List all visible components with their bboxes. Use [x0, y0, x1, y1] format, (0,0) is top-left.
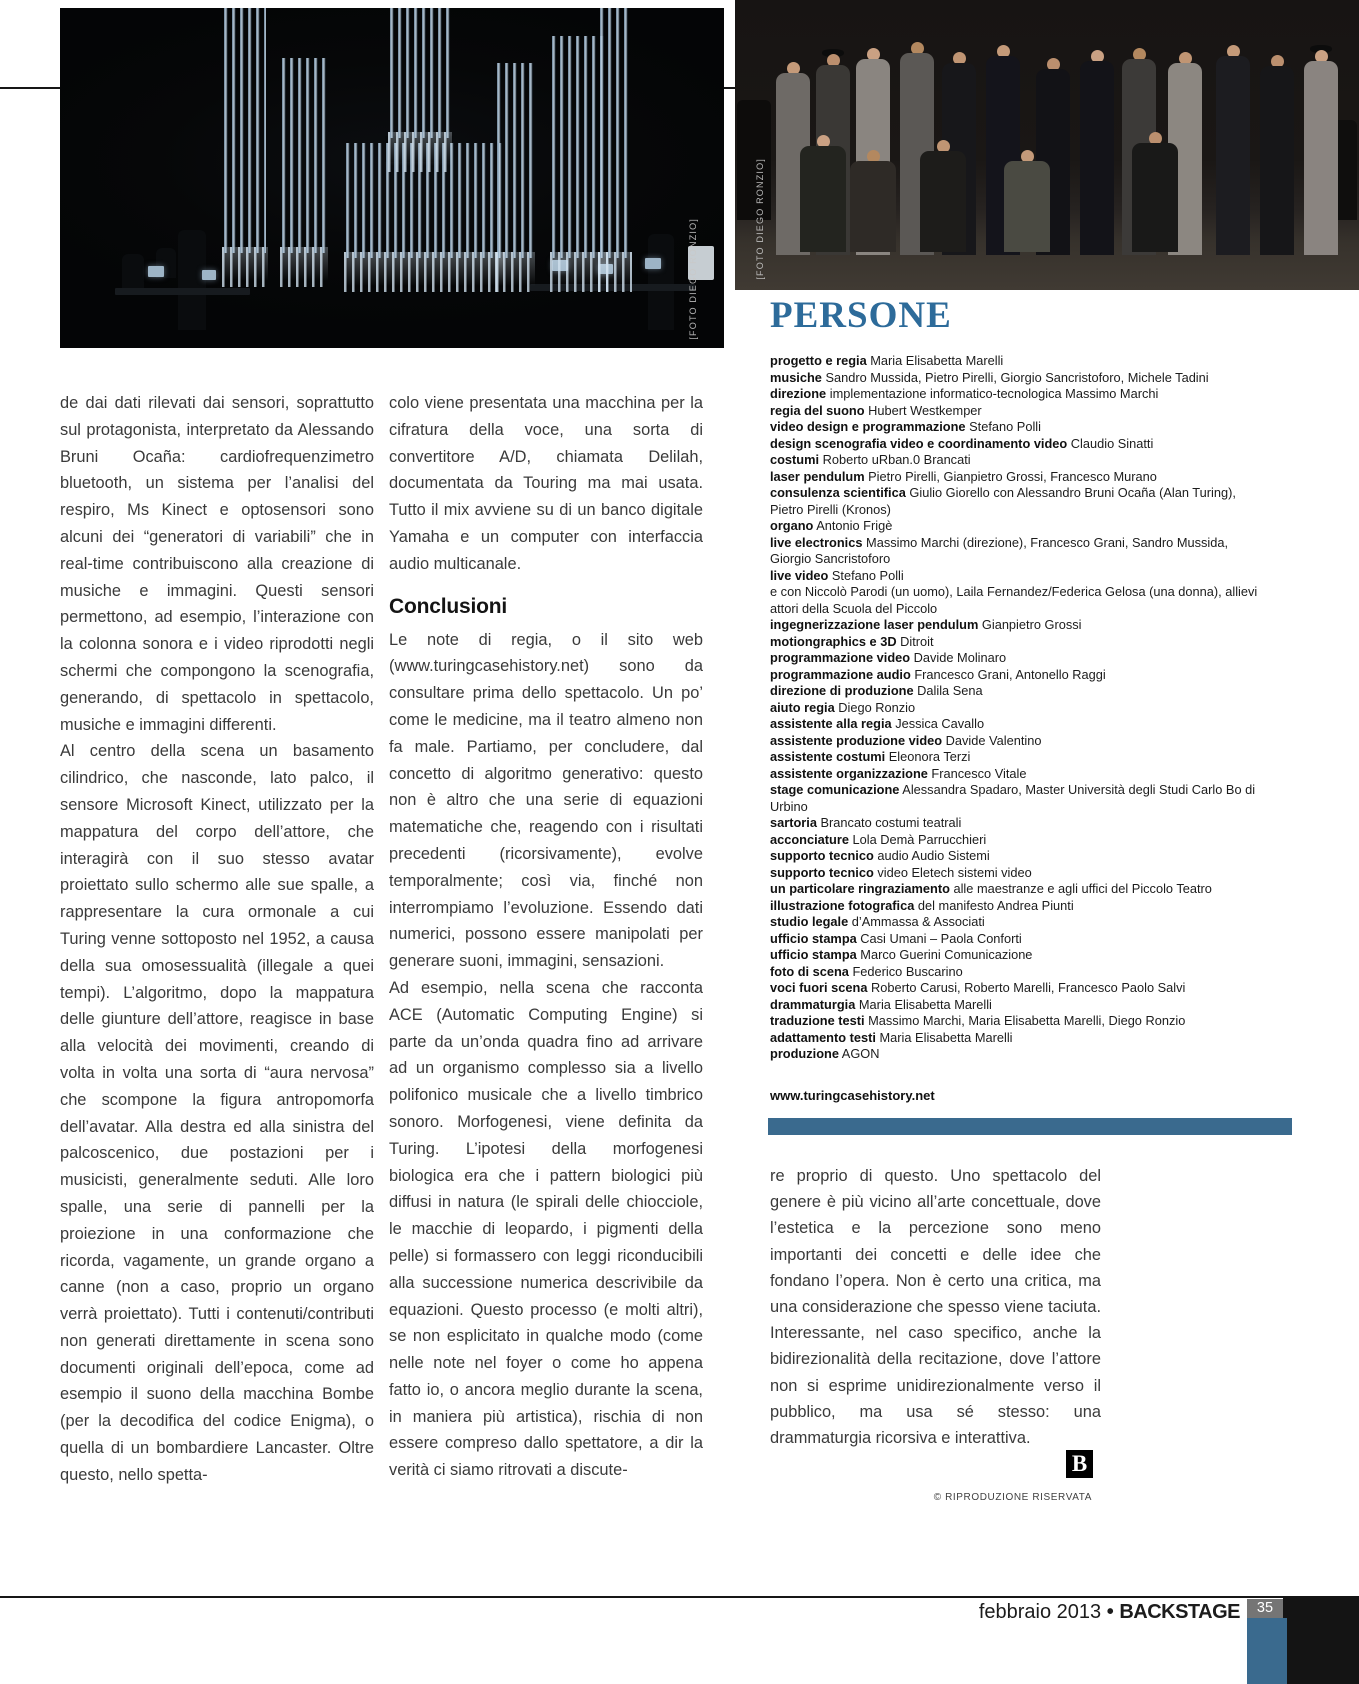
credit-line: design scenografia video e coordinamento video Claudio Sinatti — [770, 435, 1154, 451]
credit-line: musiche Sandro Mussida, Pietro Pirelli, Giorgio Sancristoforo, Michele Tadini — [770, 369, 1209, 385]
credit-line: produzione AGON — [770, 1046, 880, 1061]
paragraph: colo viene presentata una macchina per la cifratura della voce, una sorta di convertitore A/D, chiamata Delilah, documentata da Touring ma mai usata. Tutto il mix avviene su di un banco digitale Yamaha e un computer con interfaccia audio multicanale. — [389, 394, 703, 573]
paragraph: Le note di regia, o il sito web (www.turingcasehistory.net) sono da consultare prima dello spettacolo. Un po’ come le medicine, ma il teatro almeno non fa male. Partiamo, per concludere, dal concetto di algoritmo generativo: questo non è altro che una serie di equazioni matematiche che, reagendo con i risultati precedenti (ricorsivamente), evolve temporalmente; così via, finché non interrompiamo l’evoluzione. Essendo dati numerici, possono essere manipolati per generare suoni, immagini, sensazioni. — [389, 630, 703, 971]
credit-line: supporto tecnico audio Audio Sistemi — [770, 848, 990, 863]
footer-text — [880, 1601, 1240, 1624]
photo-art — [388, 132, 452, 172]
photo-art — [737, 100, 771, 220]
credit-line: assistente alla regia Jessica Cavallo — [770, 716, 985, 731]
credit-line: laser pendulum Pietro Pirelli, Gianpietro Grossi, Francesco Murano — [770, 468, 1157, 484]
photo-art — [800, 146, 846, 252]
photo-art — [920, 151, 966, 252]
credit-line: voci fuori scena Roberto Carusi, Roberto Marelli, Francesco Paolo Salvi — [770, 980, 1186, 995]
credit-line: acconciature Lola Demà Parrucchieri — [770, 831, 987, 847]
credit-line: traduzione testi Massimo Marchi, Maria Elisabetta Marelli, Diego Ronzio — [770, 1013, 1186, 1028]
credit-line: stage comunicazione Alessandra Spadaro, Master Università degli Studi Carlo Bo di Urbino — [770, 782, 1256, 814]
credit-line: ingegnerizzazione laser pendulum Gianpietro Grossi — [770, 617, 1082, 632]
photo-art — [122, 254, 144, 288]
credit-line: e con Niccolò Parodi (un uomo), Laila Fernandez/Federica Gelosa (una donna), allievi attori della Scuola del Piccolo — [770, 584, 1258, 616]
photo-art — [1080, 61, 1114, 255]
credit-line: direzione di produzione Dalila Sena — [770, 683, 983, 698]
article-column-1 — [60, 390, 374, 1489]
photo-art — [344, 252, 504, 292]
footer-magazine-name: BACKSTAGE — [1119, 1601, 1240, 1623]
persone-heading: PERSONE — [770, 295, 952, 336]
credit-line: motiongraphics e 3D Ditroit — [770, 633, 934, 649]
copyright-notice: © RIPRODUZIONE RISERVATA — [933, 1492, 1092, 1503]
photo-art — [202, 270, 216, 280]
credit-line: live video Stefano Polli — [770, 567, 904, 583]
footer-black-band — [1283, 1596, 1359, 1684]
footer-issue: febbraio 2013 — [978, 1601, 1102, 1623]
photo-art — [648, 234, 674, 330]
backstage-logo-mark: B — [1066, 1450, 1093, 1478]
photo-credit: [FOTO DIEGO RONZIO] — [755, 158, 765, 280]
cast-group-photo — [735, 0, 1359, 290]
paragraph: Al centro della scena un basamento cilindrico, che nasconde, lato palco, il sensore Microsoft Kinect, utilizzato per la mappatura del corpo dell’attore, che interagirà con il suo stesso avatar proiettato sullo schermo alle sue spalle, a rappresentare la cura ormonale a cui Turing venne sottoposto nel 1952, a causa della sua omosessualità (illegale a quei tempi). L’algoritmo, dopo la mappatura delle giunture dell’attore, reagisce in base alla velocità dei movimenti, creando di volta in volta una sorta di “aura nervosa” che scompone la figura antropomorfa dell’avatar. Alla destra ed alla sinistra del palcoscenico, due postazioni per i musicisti, generalmente seduti. Alle loro spalle, una serie di pannelli per la proiezione in una conformazione che ricorda, vagamente, un grande organo a canne (non a caso, proprio un organo verrà proiettato). Tutti i contenuti/contributi non generati direttamente in scena sono documenti originali dell’epoca, come ad esempio il suono della macchina Bombe (per la decodifica del codice Enigma), o quella di un bombardiere Lancaster. Oltre questo, nello spetta- — [60, 742, 374, 1484]
credit-line: ufficio stampa Marco Guerini Comunicazione — [770, 947, 1033, 962]
credit-line: drammaturgia Maria Elisabetta Marelli — [770, 996, 992, 1012]
credit-line: foto di scena Federico Buscarino — [770, 963, 963, 979]
credit-line: regia del suono Hubert Westkemper — [770, 402, 982, 418]
footer-bullet: • — [1106, 1601, 1114, 1623]
website-url: www.turingcasehistory.net — [770, 1088, 935, 1103]
credit-line: ufficio stampa Casi Umani – Paola Conforti — [770, 930, 1022, 946]
paragraph: de dai dati rilevati dai sensori, soprattutto sul protagonista, interpretato da Alessando Bruni Ocaña: cardiofrequenzimetro bluetooth, un sistema per l’analisi del respiro, Ms Kinect e optosensori sono alcuni dei “generatori di variabili” che in real-time contribuiscono alla creazione di musiche e immagini. Questi sensori permettono, ad esempio, l’interazione con la colonna sonora e i video riprodotti negli schermi che compongono la scenografia, generando, di spettacolo in spettacolo, musiche e immagini differenti. — [60, 394, 374, 734]
credit-line: progetto e regia Maria Elisabetta Marelli — [770, 353, 1004, 368]
credit-line: sartoria Brancato costumi teatrali — [770, 815, 962, 830]
credit-line: aiuto regia Diego Ronzio — [770, 699, 916, 715]
stage-organ-photo — [60, 8, 724, 348]
credit-line: video design e programmazione Stefano Polli — [770, 419, 1041, 434]
credit-line: studio legale d’Ammassa & Associati — [770, 914, 985, 929]
blue-separator-bar — [768, 1118, 1292, 1135]
credit-line: assistente costumi Eleonora Terzi — [770, 749, 971, 764]
photo-art — [1216, 56, 1250, 255]
paragraph: Ad esempio, nella scena che racconta ACE (Automatic Computing Engine) si parte da un’onda quadra fino ad arrivare ad un organismo complesso sia a livello polifonico musicale che a livello timbrico sonoro. Morfogenesi, viene definita da Turing. L’ipotesi della morfogenesi biologica era che i pattern biologici più diffusi in natura (le spirali delle chiocciole, le macchie di leopardo, i pigmenti della pelle) si formassero con leggi riconducibili alla successione numerica descrivibile da equazioni. Questo processo (e molti altri), se non esplicitato in qualche modo (come nelle note nel foyer o come ho appena fatto io, o ancora meglio durante la scena, in maniera più artistica), rischia di non essere compreso dallo spettatore, a dir la verità ci siamo ritrovati a discute- — [389, 978, 703, 1480]
footer-blue-tab — [1247, 1618, 1287, 1684]
credit-line: assistente organizzazione Francesco Vitale — [770, 765, 1027, 781]
credit-line: costumi Roberto uRban.0 Brancati — [770, 452, 971, 467]
article-column-3 — [770, 1163, 1101, 1451]
photo-art — [115, 288, 250, 295]
photo-art — [552, 36, 606, 258]
photo-art — [550, 252, 608, 292]
credit-line: illustrazione fotografica del manifesto Andrea Piunti — [770, 897, 1074, 913]
credit-line: organo Antonio Frigè — [770, 518, 893, 533]
footer-rule — [0, 1596, 1295, 1598]
photo-art — [280, 247, 328, 287]
credit-line: direzione implementazione informatico-tecnologica Massimo Marchi — [770, 386, 1159, 401]
credit-line: programmazione video Davide Molinaro — [770, 650, 1007, 665]
photo-art — [850, 161, 896, 252]
credit-line: adattamento testi Maria Elisabetta Marelli — [770, 1029, 1013, 1045]
photo-art — [1132, 143, 1178, 252]
photo-art — [282, 58, 326, 253]
photo-art — [148, 266, 164, 277]
photo-art — [1260, 66, 1294, 255]
photo-art — [1304, 61, 1338, 255]
photo-art — [390, 8, 450, 138]
credit-line: programmazione audio Francesco Grani, Antonello Raggi — [770, 666, 1106, 682]
photo-art — [1004, 161, 1050, 252]
section-heading-conclusioni: Conclusioni — [389, 594, 507, 618]
photo-art — [645, 258, 661, 269]
photo-credit: [FOTO DIEGO RONZIO] — [688, 218, 698, 340]
paragraph: re proprio di questo. Uno spettacolo del genere è più vicino all’arte concettuale, dove l’estetica e la percezione sono meno importanti dei concetti e delle idee che fondano l’opera. Non è certo una critica, ma una considerazione che spesso viene taciuta. Interessante, nel caso specifico, anche la bidirezionalità della recitazione, dove l’attore non si esprime unidirezionalmente verso il pubblico, ma usa sé stesso: una drammaturgia ricorsiva e interattiva. — [770, 1167, 1101, 1448]
credit-line: assistente produzione video Davide Valentino — [770, 732, 1042, 748]
credits-list — [770, 353, 1270, 1063]
credit-line: consulenza scientifica Giulio Giorello con Alessandro Bruni Ocaña (Alan Turing), Pietro Pirelli (Kronos) — [770, 485, 1236, 517]
photo-art — [497, 63, 533, 258]
credit-line: un particolare ringraziamento alle maestranze e agli uffici del Piccolo Teatro — [770, 881, 1212, 896]
page-number: 35 — [1247, 1599, 1283, 1618]
credit-line: live electronics Massimo Marchi (direzione), Francesco Grani, Sandro Mussida, Giorgio Sancristoforo — [770, 534, 1229, 566]
photo-art — [224, 8, 266, 253]
credit-line: supporto tecnico video Eletech sistemi video — [770, 864, 1032, 880]
photo-art — [178, 230, 206, 330]
article-column-2 — [389, 390, 703, 1484]
photo-art — [222, 247, 268, 287]
